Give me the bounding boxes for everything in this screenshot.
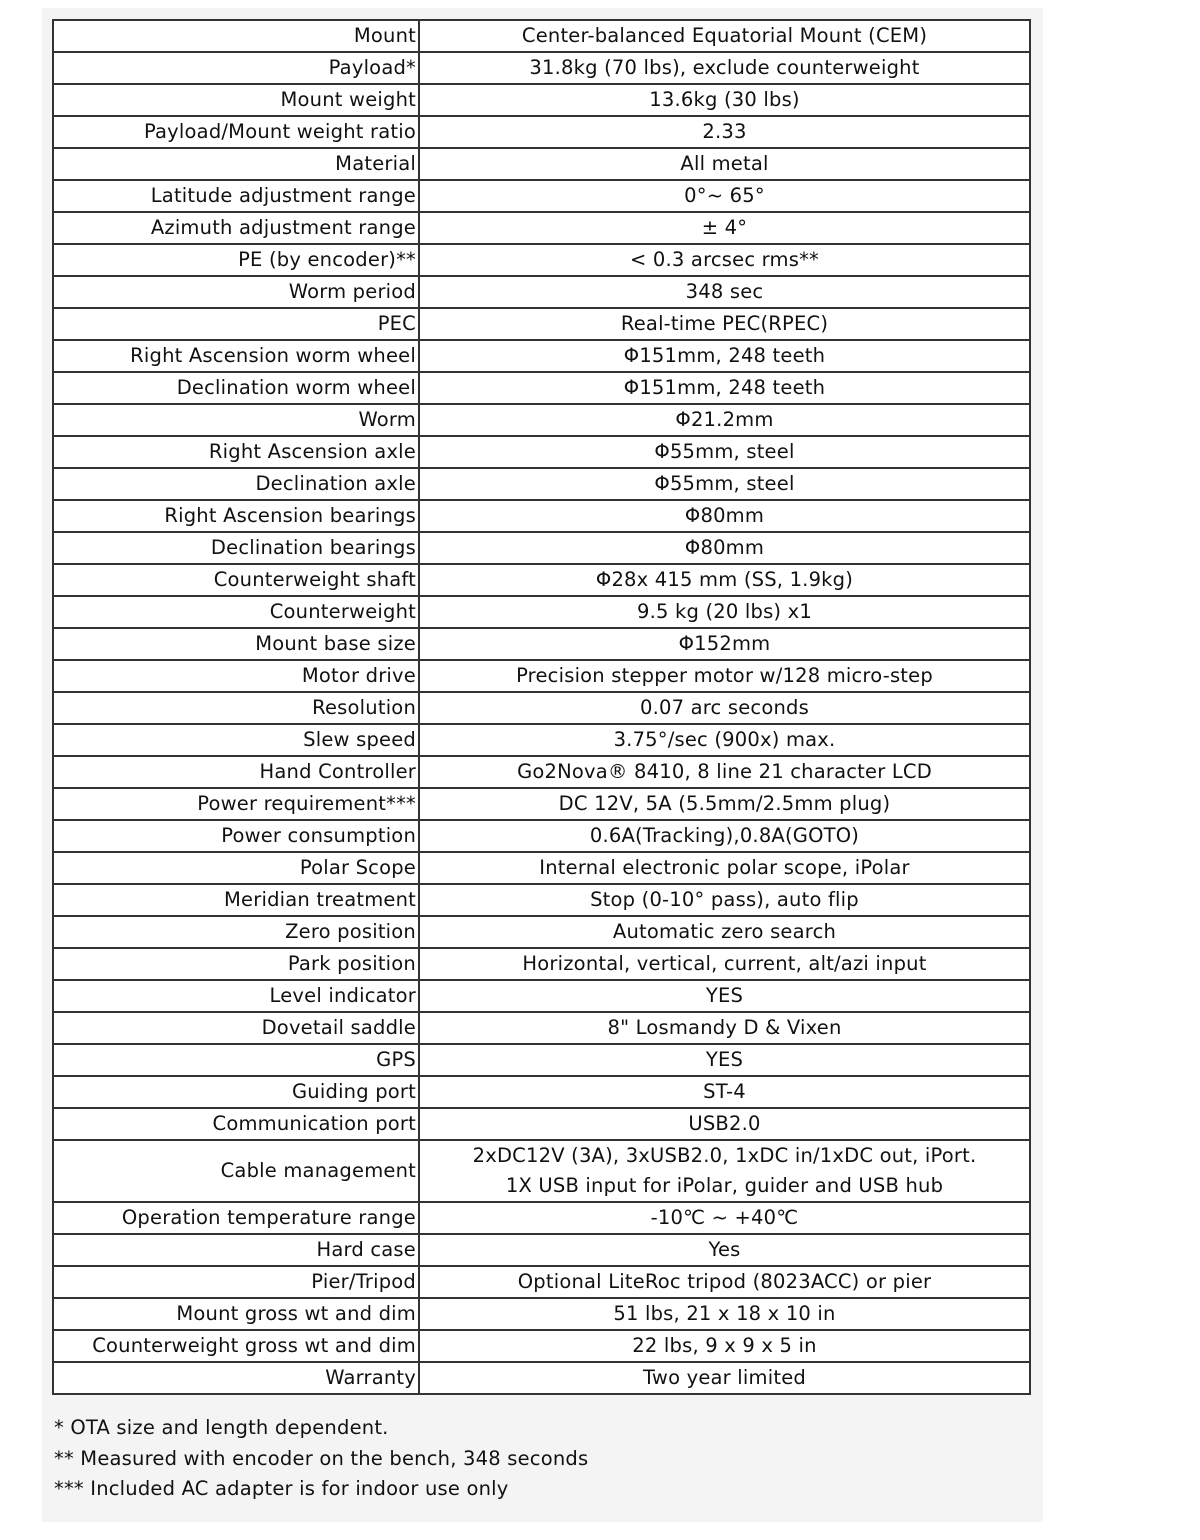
spec-value: ST-4 [419, 1076, 1030, 1108]
table-row [53, 52, 1030, 84]
table-row [53, 1266, 1030, 1298]
table-row [53, 692, 1030, 724]
spec-label: Mount base size [53, 628, 419, 660]
table-row [53, 820, 1030, 852]
table-row [53, 1202, 1030, 1234]
spec-label: Slew speed [53, 724, 419, 756]
table-row [53, 596, 1030, 628]
spec-value: -10℃ ~ +40℃ [419, 1202, 1030, 1234]
spec-value: 31.8kg (70 lbs), exclude counterweight [419, 52, 1030, 84]
spec-label: PE (by encoder)** [53, 244, 419, 276]
table-row [53, 756, 1030, 788]
table-row [53, 660, 1030, 692]
table-row [53, 948, 1030, 980]
spec-value: Φ80mm [419, 500, 1030, 532]
footnote: *** Included AC adapter is for indoor use only [54, 1477, 509, 1500]
spec-label: Latitude adjustment range [53, 180, 419, 212]
table-row [53, 1076, 1030, 1108]
spec-value-line: 1X USB input for iPolar, guider and USB hub [505, 1174, 944, 1197]
table-row [53, 564, 1030, 596]
table-row [53, 1012, 1030, 1044]
spec-label: Worm period [53, 276, 419, 308]
spec-label: Warranty [53, 1362, 419, 1394]
spec-label: Payload* [53, 52, 419, 84]
spec-label: Pier/Tripod [53, 1266, 419, 1298]
spec-value: 0.07 arc seconds [419, 692, 1030, 724]
table-row [53, 1044, 1030, 1076]
table-row [53, 724, 1030, 756]
spec-value: Φ55mm, steel [419, 468, 1030, 500]
spec-value: YES [419, 980, 1030, 1012]
spec-label: Material [53, 148, 419, 180]
spec-value: Φ28x 415 mm (SS, 1.9kg) [419, 564, 1030, 596]
table-row [53, 1298, 1030, 1330]
table-row [53, 916, 1030, 948]
table-row [53, 84, 1030, 116]
spec-label: Polar Scope [53, 852, 419, 884]
footnote: * OTA size and length dependent. [54, 1416, 389, 1439]
spec-value: Φ152mm [419, 628, 1030, 660]
spec-label: Power consumption [53, 820, 419, 852]
spec-value: Stop (0-10° pass), auto flip [419, 884, 1030, 916]
spec-label: Dovetail saddle [53, 1012, 419, 1044]
spec-value: Φ80mm [419, 532, 1030, 564]
spec-label: Hand Controller [53, 756, 419, 788]
spec-value: Optional LiteRoc tripod (8023ACC) or pier [419, 1266, 1030, 1298]
spec-value: 9.5 kg (20 lbs) x1 [419, 596, 1030, 628]
spec-label: Communication port [53, 1108, 419, 1140]
table-row [53, 468, 1030, 500]
table-row [53, 1108, 1030, 1140]
table-row [53, 180, 1030, 212]
spec-label: Counterweight [53, 596, 419, 628]
spec-value: 3.75°/sec (900x) max. [419, 724, 1030, 756]
table-row [53, 1330, 1030, 1362]
spec-value: Φ21.2mm [419, 404, 1030, 436]
specifications-table [52, 19, 1031, 1395]
spec-label: Worm [53, 404, 419, 436]
table-row [53, 980, 1030, 1012]
spec-label: Mount [53, 20, 419, 52]
spec-value: 8" Losmandy D & Vixen [419, 1012, 1030, 1044]
spec-label: Payload/Mount weight ratio [53, 116, 419, 148]
spec-value: Internal electronic polar scope, iPolar [419, 852, 1030, 884]
spec-label: Guiding port [53, 1076, 419, 1108]
spec-label: PEC [53, 308, 419, 340]
table-row [53, 500, 1030, 532]
table-row [53, 628, 1030, 660]
spec-label: Counterweight shaft [53, 564, 419, 596]
spec-value: All metal [419, 148, 1030, 180]
spec-value: Yes [419, 1234, 1030, 1266]
table-row [53, 404, 1030, 436]
spec-value: 0°~ 65° [419, 180, 1030, 212]
spec-value: 0.6A(Tracking),0.8A(GOTO) [419, 820, 1030, 852]
spec-label: Counterweight gross wt and dim [53, 1330, 419, 1362]
spec-label: Mount gross wt and dim [53, 1298, 419, 1330]
table-row [53, 532, 1030, 564]
spec-value: DC 12V, 5A (5.5mm/2.5mm plug) [419, 788, 1030, 820]
spec-label: Motor drive [53, 660, 419, 692]
table-row [53, 212, 1030, 244]
spec-value: < 0.3 arcsec rms** [419, 244, 1030, 276]
spec-value: Center-balanced Equatorial Mount (CEM) [419, 20, 1030, 52]
spec-value: Φ151mm, 248 teeth [419, 372, 1030, 404]
footnotes [54, 1413, 588, 1505]
spec-label: Level indicator [53, 980, 419, 1012]
table-row [53, 884, 1030, 916]
spec-label: Right Ascension bearings [53, 500, 419, 532]
spec-value: ± 4° [419, 212, 1030, 244]
footnote: ** Measured with encoder on the bench, 348 seconds [54, 1446, 589, 1470]
table-row [53, 1140, 1030, 1202]
spec-value-line: 2xDC12V (3A), 3xUSB2.0, 1xDC in/1xDC out, iPort. [472, 1144, 977, 1167]
spec-label: Meridian treatment [53, 884, 419, 916]
table-row [53, 1362, 1030, 1394]
table-row [53, 1234, 1030, 1266]
spec-value: Automatic zero search [419, 916, 1030, 948]
spec-label: Right Ascension axle [53, 436, 419, 468]
spec-label: Declination worm wheel [53, 372, 419, 404]
spec-value: 22 lbs, 9 x 9 x 5 in [419, 1330, 1030, 1362]
table-row [53, 20, 1030, 52]
spec-label: Declination axle [53, 468, 419, 500]
spec-value: Go2Nova® 8410, 8 line 21 character LCD [419, 756, 1030, 788]
spec-label: Power requirement*** [53, 788, 419, 820]
table-row [53, 276, 1030, 308]
table-row [53, 148, 1030, 180]
spec-value: YES [419, 1044, 1030, 1076]
spec-value: 13.6kg (30 lbs) [419, 84, 1030, 116]
spec-value: USB2.0 [419, 1108, 1030, 1140]
spec-label: Declination bearings [53, 532, 419, 564]
table-row [53, 372, 1030, 404]
spec-label: GPS [53, 1044, 419, 1076]
spec-label: Right Ascension worm wheel [53, 340, 419, 372]
spec-label: Operation temperature range [53, 1202, 419, 1234]
spec-value [419, 1140, 1030, 1202]
table-row [53, 244, 1030, 276]
spec-label: Resolution [53, 692, 419, 724]
spec-label: Hard case [53, 1234, 419, 1266]
spec-value: Precision stepper motor w/128 micro-step [419, 660, 1030, 692]
spec-value: 51 lbs, 21 x 18 x 10 in [419, 1298, 1030, 1330]
table-row [53, 340, 1030, 372]
spec-value: 348 sec [419, 276, 1030, 308]
table-row [53, 308, 1030, 340]
spec-label: Zero position [53, 916, 419, 948]
spec-value: 2.33 [419, 116, 1030, 148]
spec-label: Mount weight [53, 84, 419, 116]
table-row [53, 852, 1030, 884]
table-row [53, 116, 1030, 148]
spec-value: Two year limited [419, 1362, 1030, 1394]
table-row [53, 788, 1030, 820]
spec-label: Azimuth adjustment range [53, 212, 419, 244]
table-row [53, 436, 1030, 468]
spec-value: Φ151mm, 248 teeth [419, 340, 1030, 372]
spec-value: Horizontal, vertical, current, alt/azi input [419, 948, 1030, 980]
spec-label: Cable management [53, 1140, 419, 1202]
spec-value: Φ55mm, steel [419, 436, 1030, 468]
spec-label: Park position [53, 948, 419, 980]
spec-value: Real-time PEC(RPEC) [419, 308, 1030, 340]
